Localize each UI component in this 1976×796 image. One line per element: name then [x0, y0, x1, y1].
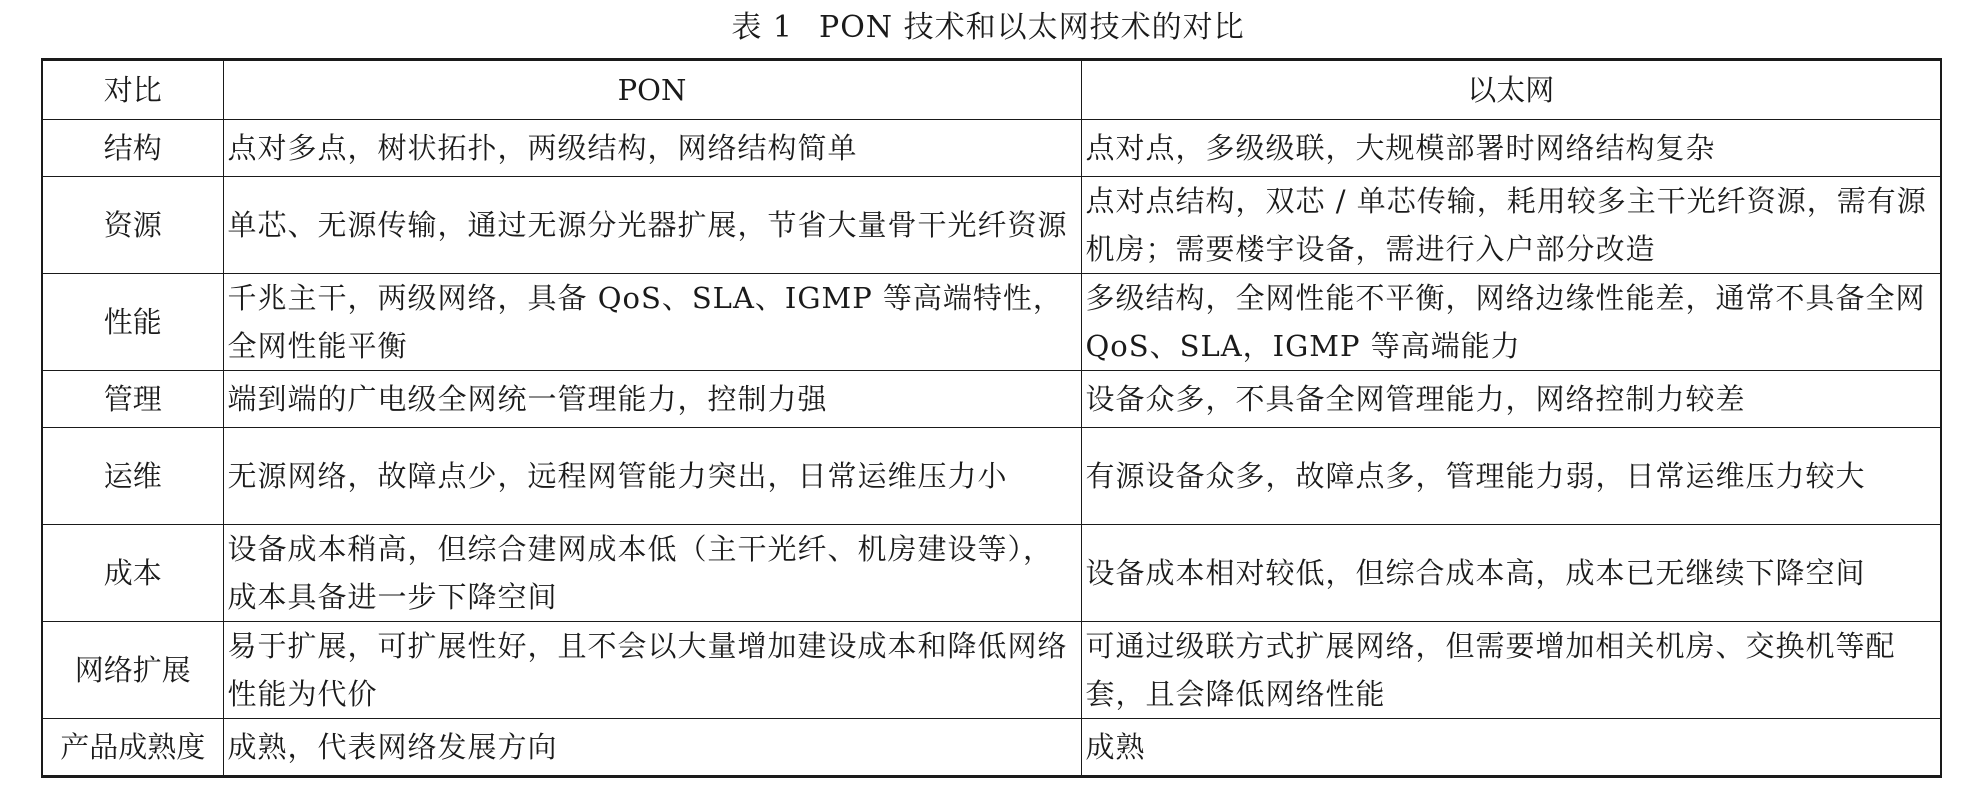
- table-row: [42, 525, 1941, 622]
- table-caption: [0, 4, 1976, 52]
- header-pon: PON: [223, 60, 1081, 120]
- pon-cell: 单芯、无源传输，通过无源分光器扩展，节省大量骨干光纤资源: [223, 177, 1081, 274]
- pon-cell: 千兆主干，两级网络，具备 QoS、SLA、IGMP 等高端特性，全网性能平衡: [223, 274, 1081, 371]
- header-row: [42, 60, 1941, 120]
- pon-cell: 点对多点，树状拓扑，两级结构，网络结构简单: [223, 120, 1081, 177]
- table-number: 表 1: [731, 10, 794, 45]
- ethernet-cell: 可通过级联方式扩展网络，但需要增加相关机房、交换机等配套，且会降低网络性能: [1081, 622, 1941, 719]
- ethernet-cell: 多级结构，全网性能不平衡，网络边缘性能差，通常不具备全网 QoS、SLA，IGMP 等高端能力: [1081, 274, 1941, 371]
- ethernet-cell: 设备众多，不具备全网管理能力，网络控制力较差: [1081, 371, 1941, 428]
- header-compare: 对比: [42, 60, 223, 120]
- row-label: 产品成熟度: [42, 719, 223, 777]
- ethernet-cell: 设备成本相对较低，但综合成本高，成本已无继续下降空间: [1081, 525, 1941, 622]
- row-label: 结构: [42, 120, 223, 177]
- row-label: 资源: [42, 177, 223, 274]
- pon-cell: 设备成本稍高，但综合建网成本低（主干光纤、机房建设等），成本具备进一步下降空间: [223, 525, 1081, 622]
- table-row: [42, 120, 1941, 177]
- row-label: 运维: [42, 428, 223, 525]
- table-row: [42, 177, 1941, 274]
- pon-cell: 端到端的广电级全网统一管理能力，控制力强: [223, 371, 1081, 428]
- ethernet-cell: 成熟: [1081, 719, 1941, 777]
- header-ethernet: 以太网: [1081, 60, 1941, 120]
- table-row: [42, 274, 1941, 371]
- table-row: [42, 622, 1941, 719]
- ethernet-cell: 有源设备众多，故障点多，管理能力弱，日常运维压力较大: [1081, 428, 1941, 525]
- table-row: [42, 719, 1941, 777]
- ethernet-cell: 点对点，多级级联，大规模部署时网络结构复杂: [1081, 120, 1941, 177]
- table-row: [42, 428, 1941, 525]
- pon-cell: 易于扩展，可扩展性好，且不会以大量增加建设成本和降低网络性能为代价: [223, 622, 1081, 719]
- ethernet-cell: 点对点结构，双芯 / 单芯传输，耗用较多主干光纤资源，需有源机房；需要楼宇设备，需进行入户部分改造: [1081, 177, 1941, 274]
- table-title: PON 技术和以太网技术的对比: [819, 10, 1245, 45]
- row-label: 管理: [42, 371, 223, 428]
- row-label: 性能: [42, 274, 223, 371]
- pon-cell: 无源网络，故障点少，远程网管能力突出，日常运维压力小: [223, 428, 1081, 525]
- comparison-table: [41, 58, 1942, 778]
- pon-cell: 成熟，代表网络发展方向: [223, 719, 1081, 777]
- row-label: 网络扩展: [42, 622, 223, 719]
- table-row: [42, 371, 1941, 428]
- row-label: 成本: [42, 525, 223, 622]
